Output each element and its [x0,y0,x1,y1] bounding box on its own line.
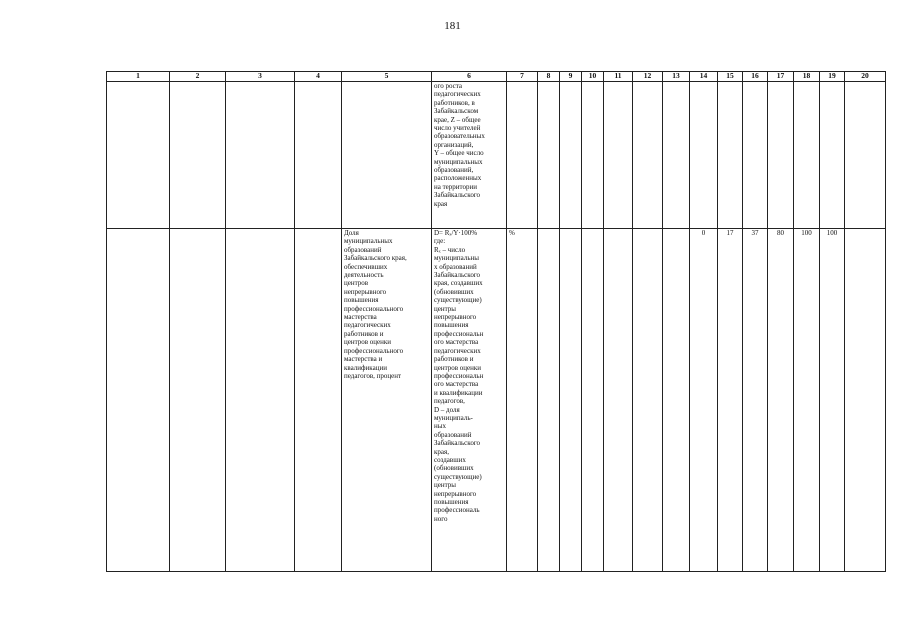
column-header: 17 [768,72,794,82]
table-cell [582,82,604,229]
value-cell: 80 [768,229,794,572]
table-row-indicator [107,229,886,572]
table-cell [663,229,690,572]
table-cell [582,229,604,572]
value-cell: 37 [743,229,768,572]
table-cell [226,229,295,572]
table-cell [604,82,633,229]
table-cell [845,82,886,229]
formula-description-cell: D= Rₓ/Y·100% где: Rₓ – число муниципальны х образований Забайкальского края, создавших (обновивших существующие) центры непрерывного повышения профессиональн ого мастерства педагогических работников и центров оценки профессиональн ого мастерства и квалификации педагогов, D – доля муниципаль- ных образований Забайкальского края, создавших (обновивших существующие) центры непрерывного повышения профессиональ ного [432,229,507,572]
table-row-continuation [107,82,886,229]
column-header: 6 [432,72,507,82]
table-cell [107,229,170,572]
table-cell [538,82,560,229]
table-cell [794,82,820,229]
column-header: 15 [718,72,743,82]
table-cell [295,229,342,572]
value-cell: 100 [820,229,845,572]
column-header: 11 [604,72,633,82]
table-cell [633,229,663,572]
column-header: 20 [845,72,886,82]
table-cell [768,82,794,229]
column-header: 9 [560,72,582,82]
table-cell [507,82,538,229]
table-cell [107,82,170,229]
page-number: 181 [444,20,461,32]
column-header: 18 [794,72,820,82]
table-cell [560,82,582,229]
column-header: 13 [663,72,690,82]
table-cell [663,82,690,229]
column-header: 3 [226,72,295,82]
table-cell [538,229,560,572]
column-header: 2 [170,72,226,82]
indicators-table [106,71,886,572]
table-cell [170,82,226,229]
table-cell [820,82,845,229]
indicator-name-cell: Доля муниципальных образований Забайкальского края, обеспечивших деятельность центров непрерывного повышения профессионального мастерства педагогических работников и центров оценки профессионального мастерства и квалификации педагогов, процент [342,229,432,572]
column-header: 1 [107,72,170,82]
column-header: 16 [743,72,768,82]
column-header: 12 [633,72,663,82]
unit-cell: % [507,229,538,572]
table-cell [690,82,718,229]
value-cell: 0 [690,229,718,572]
column-header: 19 [820,72,845,82]
formula-description-cell: ого роста педагогических работников, в Забайкальском крае, Z – общее число учителей образовательных организаций, Y – общее число муниципальных образований, расположенных на территории Забайкальского края [432,82,507,229]
column-header: 10 [582,72,604,82]
table-cell [604,229,633,572]
table-cell [718,82,743,229]
table-cell [342,82,432,229]
column-header: 7 [507,72,538,82]
value-cell: 17 [718,229,743,572]
table-cell [295,82,342,229]
table-cell [845,229,886,572]
table-cell [743,82,768,229]
table-cell [560,229,582,572]
table-cell [170,229,226,572]
header-row [107,72,886,82]
table-cell [633,82,663,229]
column-header: 4 [295,72,342,82]
table-cell [226,82,295,229]
column-header: 5 [342,72,432,82]
value-cell: 100 [794,229,820,572]
column-header: 8 [538,72,560,82]
column-header: 14 [690,72,718,82]
